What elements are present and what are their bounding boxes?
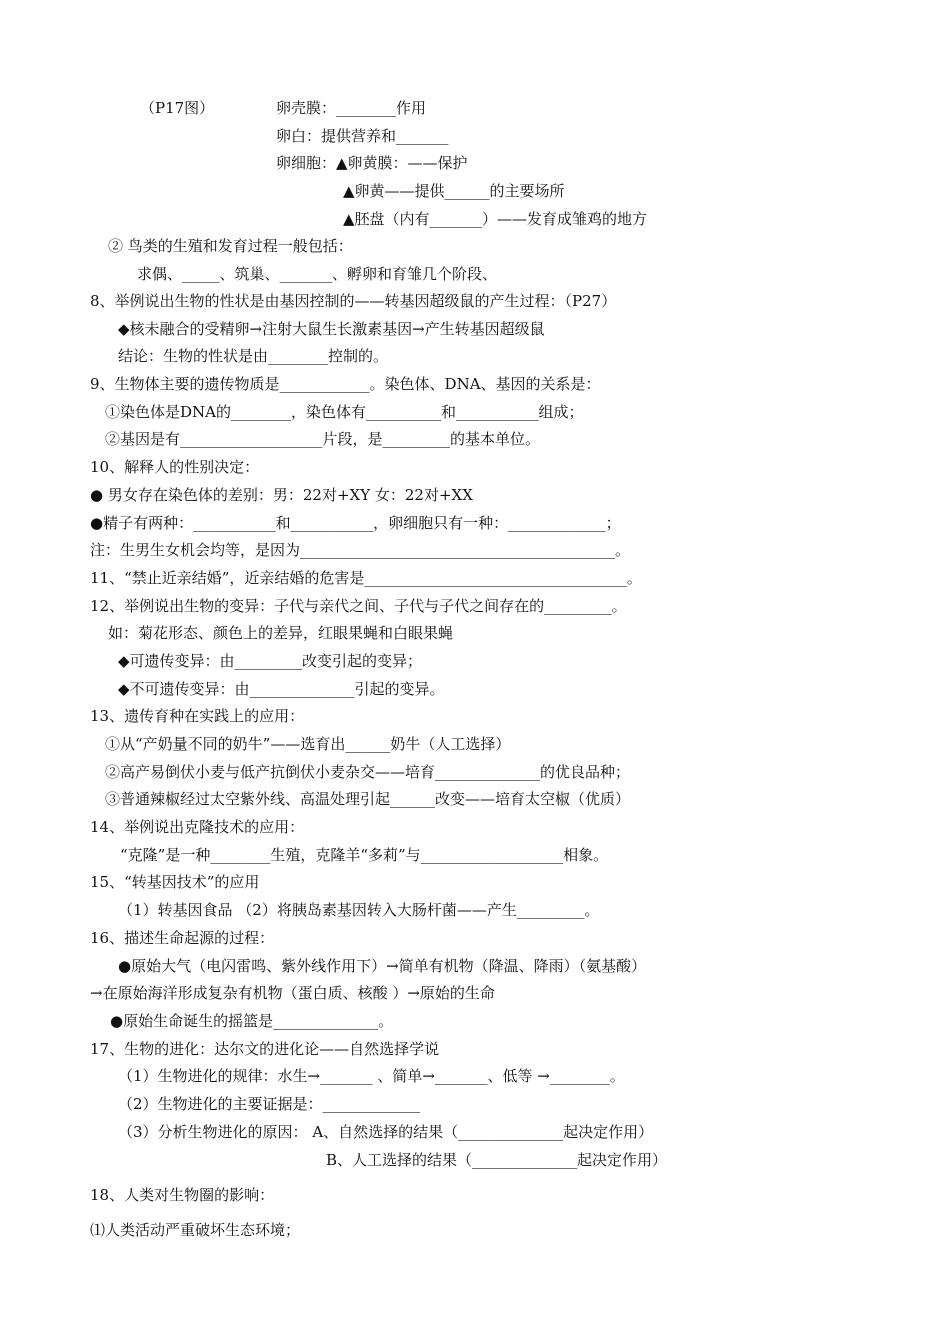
text-line: 13、遗传育种在实践上的应用： [90,707,305,725]
text-line: 卵细胞：▲卵黄膜：——保护 [276,154,468,172]
text-line: 卵壳膜：________作用 [276,99,427,117]
text-line: 15、“转基因技术”的应用 [90,873,260,891]
text-line: ●精子有两种：___________和___________，卵细胞只有一种：_____________； [90,514,621,532]
text-line: 如：菊花形态、颜色上的差异，红眼果蝇和白眼果蝇 [108,624,454,642]
text-line: 17、生物的进化：达尔文的进化论——自然选择学说 [90,1040,440,1058]
text-line: ● 男女存在染色体的差别：男：22对+XY 女：22对+XX [90,486,473,504]
text-line: ▲胚盘（内有_______）——发育成雏鸡的地方 [343,210,648,228]
text-line: ③普通辣椒经过太空紫外线、高温处理引起______改变——培育太空椒（优质） [105,790,631,808]
text-line: “克隆”是一种________生殖，克隆羊“多莉”与___________________相象。 [120,846,609,864]
text-line: ▲卵黄——提供______的主要场所 [343,182,565,200]
text-line: 注：生男生女机会均等，是因为__________________________________________。 [90,541,631,559]
text-line: ●原始生命诞生的摇篮是______________。 [110,1012,394,1030]
text-line: ⑴人类活动严重破坏生态环境； [90,1221,301,1239]
text-line: ◆核未融合的受精卵→注射大鼠生长激素基因→产生转基因超级鼠 [118,320,545,338]
text-line: ②基因是有___________________片段，是_________的基本单位。 [105,430,541,448]
text-line: ①染色体是DNA的________，染色体有__________和___________组成； [105,403,584,421]
figure-reference: （P17图） [140,99,215,117]
text-line: ①从“产奶量不同的奶牛”——选育出______奶牛（人工选择） [105,735,511,753]
text-line: ◆不可遗传变异：由______________引起的变异。 [118,680,445,698]
text-line: B、人工选择的结果（______________起决定作用） [326,1151,668,1169]
text-line: ② 鸟类的生殖和发育过程一般包括： [108,237,353,255]
text-line: 14、举例说出克隆技术的应用： [90,818,305,836]
text-line: 11、“禁止近亲结婚”，近亲结婚的危害是___________________________________。 [90,569,642,587]
text-line: 9、生物体主要的遗传物质是____________。染色体、DNA、基因的关系是： [90,375,601,393]
text-line: ②高产易倒伏小麦与低产抗倒伏小麦杂交——培育______________的优良品种； [105,763,631,781]
text-line: （1）转基因食品 （2）将胰岛素基因转入大肠杆菌——产生_________。 [118,901,600,919]
text-line: ◆可遗传变异：由_________改变引起的变异； [118,652,423,670]
text-line: 卵白：提供营养和_______ [276,127,449,145]
text-line: （3）分析生物进化的原因： A、自然选择的结果（______________起决定作用） [118,1123,654,1141]
text-line: 12、举例说出生物的变异：子代与亲代之间、子代与子代之间存在的_________。 [90,597,627,615]
text-line: 18、人类对生物圈的影响： [90,1186,275,1204]
text-line: 结论：生物的性状是由________控制的。 [118,347,389,365]
text-line: （1）生物进化的规律：水生→_______ 、简单→_______、低等 →________。 [118,1067,625,1085]
text-line: 10、解释人的性别决定： [90,458,260,476]
text-line: 8、举例说出生物的性状是由基因控制的——转基因超级鼠的产生过程：（P27） [90,292,617,310]
text-line: →在原始海洋形成复杂有机物（蛋白质、核酸 ）→原始的生命 [90,984,495,1002]
text-line: ●原始大气（电闪雷鸣、紫外线作用下）→简单有机物（降温、降雨）（氨基酸） [118,957,647,975]
text-line: 求偶、_____、筑巢、_______、孵卵和育雏几个阶段、 [137,265,498,283]
text-line: 16、描述生命起源的过程： [90,929,275,947]
text-line: （2）生物进化的主要证据是：_____________ [118,1095,421,1113]
